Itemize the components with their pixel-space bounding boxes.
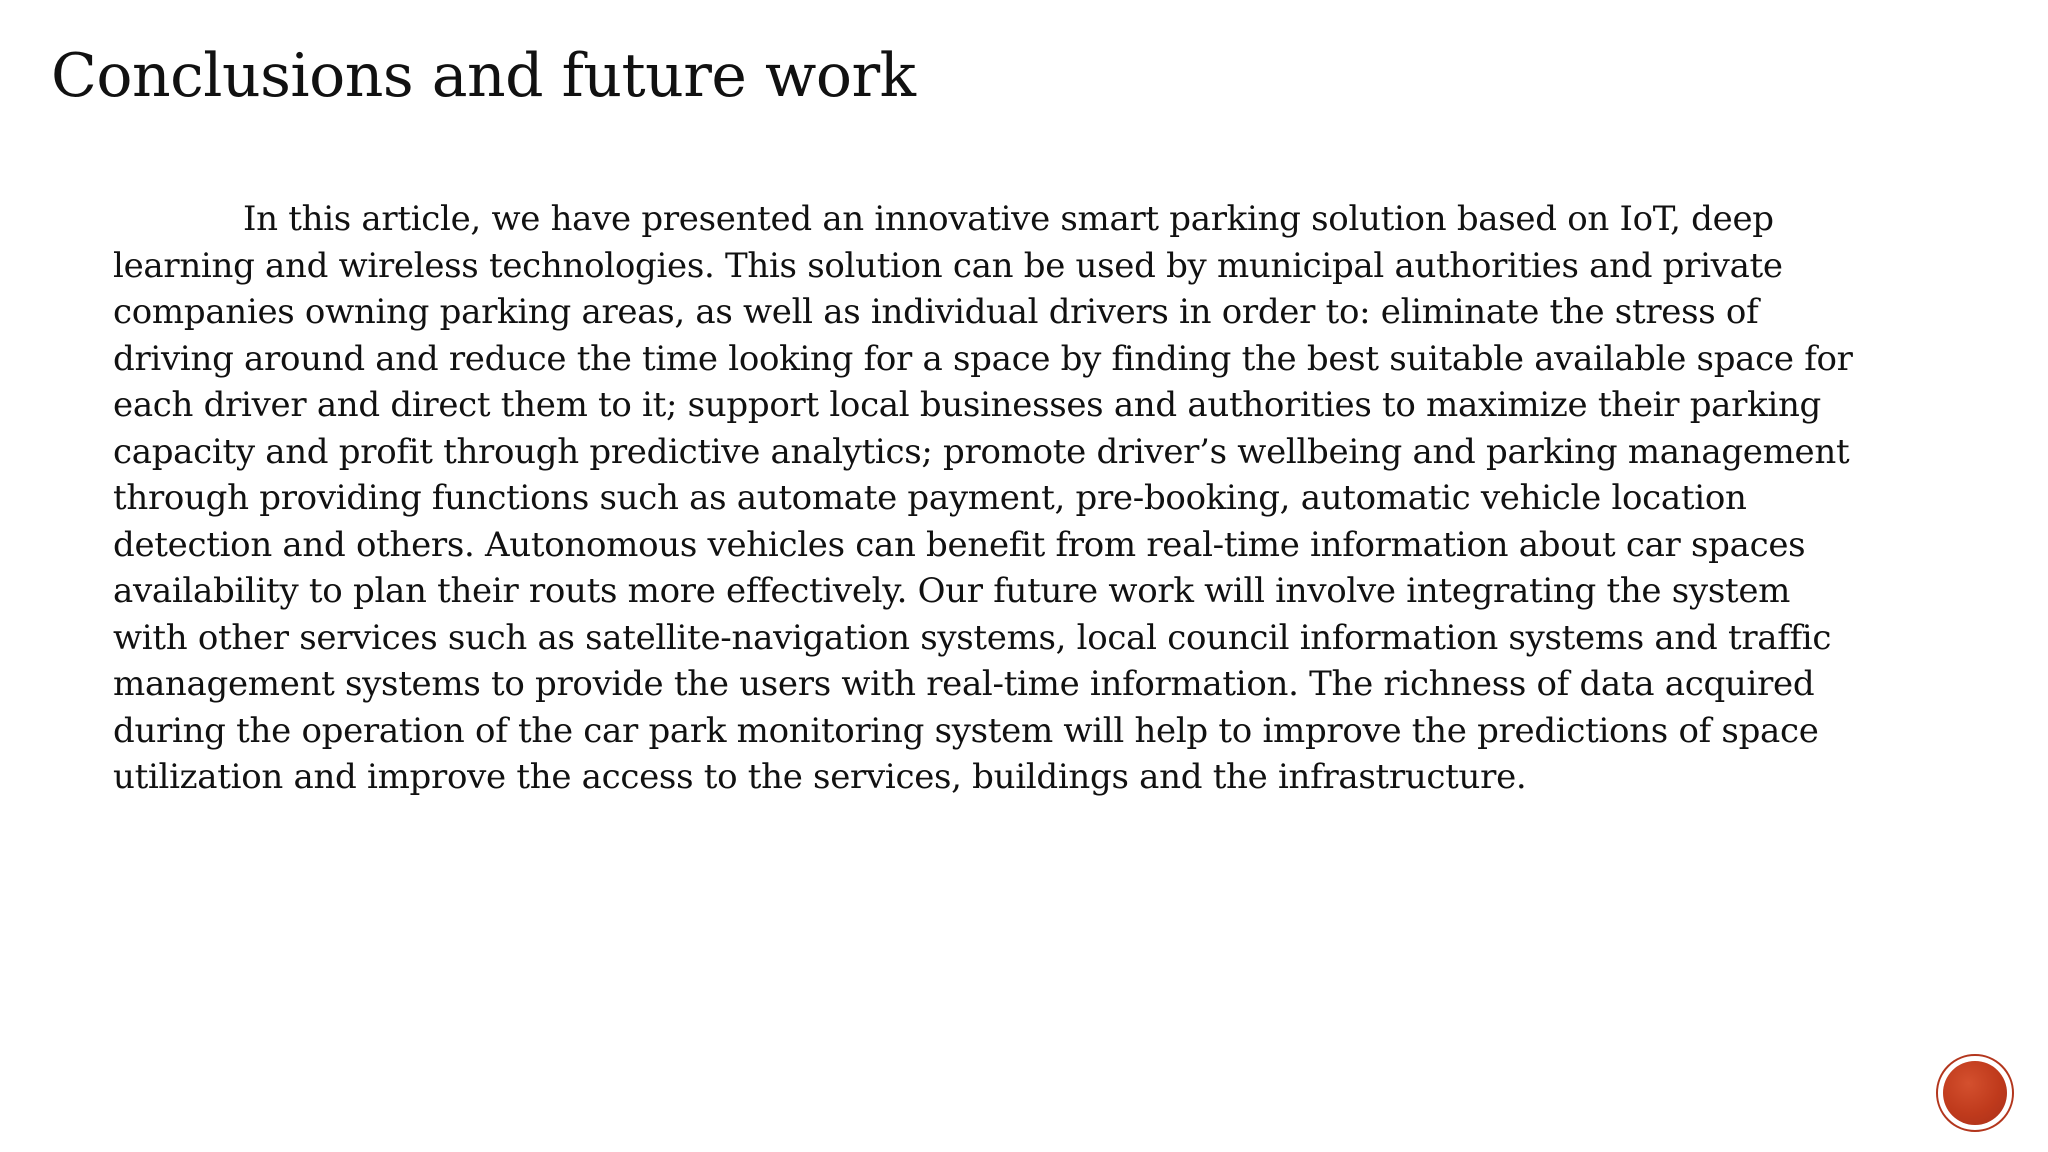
body-line: during the operation of the car park monitoring system will help to improve the predictions of space <box>113 710 1819 751</box>
body-paragraph <box>113 196 1953 801</box>
body-line: companies owning parking areas, as well as individual drivers in order to: eliminate the stress of <box>113 292 1759 332</box>
slide-title: Conclusions and future work <box>51 41 916 111</box>
body-line: management systems to provide the users with real-time information. The richness of data acquired <box>113 664 1815 704</box>
body-line: availability to plan their routs more effectively. Our future work will involve integrating the system <box>113 571 1791 611</box>
body-line: each driver and direct them to it; support local businesses and authorities to maximize their parking <box>113 385 1822 425</box>
slide-badge-icon <box>1936 1054 2014 1132</box>
body-line: learning and wireless technologies. This solution can be used by municipal authorities and private <box>113 245 1783 286</box>
body-line: In this article, we have presented an innovative smart parking solution based on IoT, deep <box>243 199 1774 239</box>
body-line: utilization and improve the access to the services, buildings and the infrastructure. <box>113 757 1527 797</box>
body-line: through providing functions such as automate payment, pre-booking, automatic vehicle location <box>113 478 1747 518</box>
body-line: with other services such as satellite-navigation systems, local council information systems and traffic <box>113 617 1832 658</box>
body-line: capacity and profit through predictive analytics; promote driver’s wellbeing and parking management <box>113 431 1850 472</box>
body-line: driving around and reduce the time looking for a space by finding the best suitable available space for <box>113 338 1853 379</box>
red-circle-icon <box>1943 1061 2007 1125</box>
body-line: detection and others. Autonomous vehicles can benefit from real-time information about car spaces <box>113 524 1806 565</box>
